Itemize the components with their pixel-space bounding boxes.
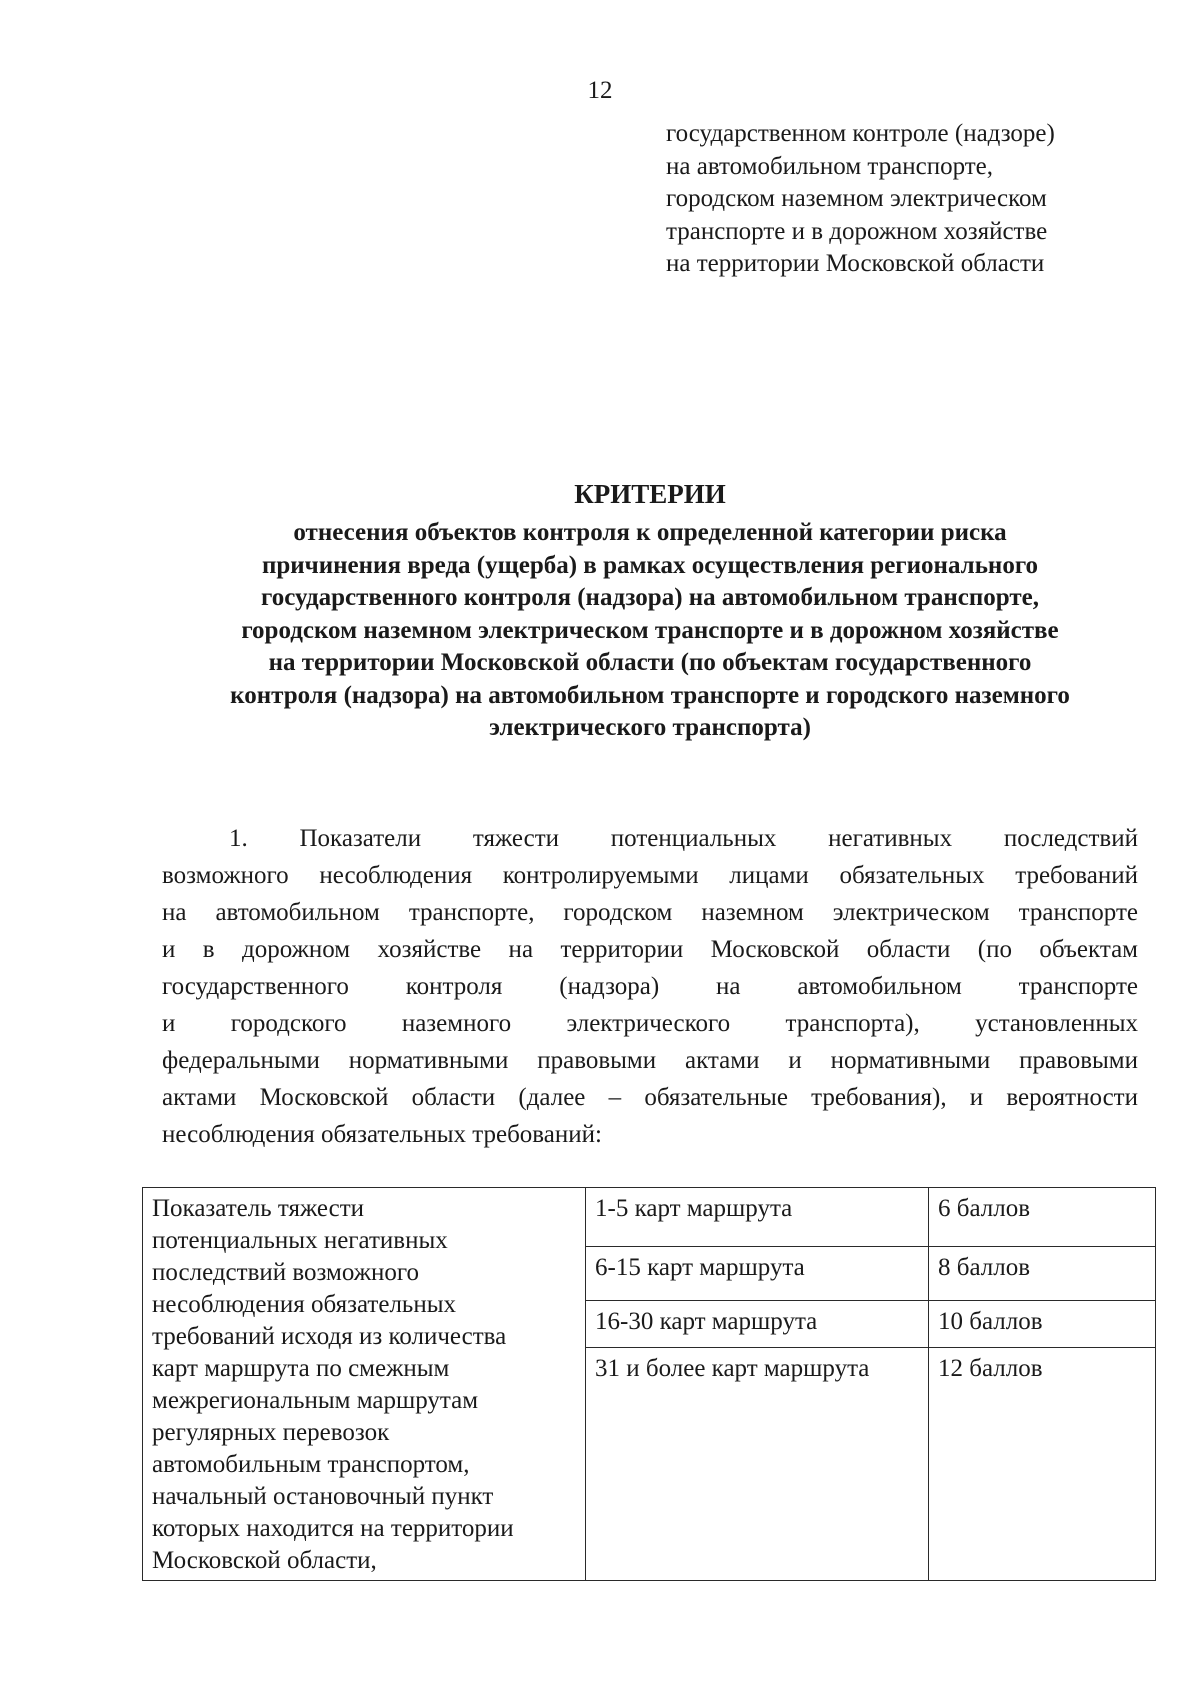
- score-cell: 6 баллов: [929, 1188, 1156, 1247]
- subtitle-line: причинения вреда (ущерба) в рамках осуществления регионального: [261, 551, 1039, 579]
- subtitle-line: городском наземном электрическом транспорте и в дорожном хозяйстве: [241, 616, 1059, 644]
- score-cell: 8 баллов: [929, 1247, 1156, 1301]
- indicator-line: потенциальных негативных: [152, 1227, 448, 1254]
- paragraph-line: на автомобильном транспорте, городском наземном электрическом транспорте: [162, 899, 1138, 926]
- route-card-range: 16-30 карт маршрута: [586, 1301, 929, 1348]
- paragraph-line: федеральными нормативными правовыми актами и нормативными правовыми: [162, 1047, 1138, 1074]
- indicator-line: регулярных перевозок: [152, 1419, 390, 1446]
- paragraph-line: 1. Показатели тяжести потенциальных негативных последствий: [229, 825, 1138, 852]
- indicator-line: автомобильным транспортом,: [152, 1451, 470, 1478]
- score-cell: 10 баллов: [929, 1301, 1156, 1348]
- header-note-line: городском наземном электрическом: [666, 185, 1047, 212]
- subtitle-line: контроля (надзора) на автомобильном транспорте и городского наземного: [230, 681, 1070, 709]
- subtitle-line: электрического транспорта): [489, 714, 811, 741]
- table-row: [143, 1188, 1156, 1247]
- header-note-line: на автомобильном транспорте,: [666, 152, 994, 180]
- document-subtitle: [130, 517, 1170, 745]
- criteria-table: [142, 1187, 1156, 1581]
- route-card-range: 31 и более карт маршрута: [586, 1348, 929, 1581]
- header-note-line: транспорте и в дорожном хозяйстве: [666, 217, 1048, 245]
- indicator-line: несоблюдения обязательных: [152, 1291, 456, 1318]
- indicator-line: Московской области,: [152, 1547, 377, 1574]
- route-card-range: 1-5 карт маршрута: [586, 1188, 929, 1247]
- body-paragraph: [162, 820, 1138, 1153]
- paragraph-line: государственного контроля (надзора) на автомобильном транспорте: [162, 973, 1138, 1000]
- indicator-line: требований исходя из количества: [152, 1323, 507, 1350]
- indicator-line: последствий возможного: [152, 1259, 420, 1286]
- paragraph-line: актами Московской области (далее – обязательные требования), и вероятности: [162, 1084, 1138, 1111]
- paragraph-line: несоблюдения обязательных требований:: [162, 1121, 602, 1148]
- score-cell: 12 баллов: [929, 1348, 1156, 1581]
- header-note-line: государственном контроле (надзоре): [666, 120, 1055, 147]
- header-note: [666, 118, 1186, 281]
- subtitle-line: отнесения объектов контроля к определенной категории риска: [293, 519, 1007, 546]
- route-card-range: 6-15 карт маршрута: [586, 1247, 929, 1301]
- indicator-line: Показатель тяжести: [152, 1195, 365, 1222]
- indicator-line: межрегиональным маршрутам: [152, 1387, 479, 1414]
- subtitle-line: государственного контроля (надзора) на автомобильном транспорте,: [261, 584, 1039, 611]
- document-title: КРИТЕРИИ: [574, 479, 726, 509]
- indicator-line: карт маршрута по смежным: [152, 1355, 450, 1382]
- indicator-line: которых находится на территории: [152, 1515, 514, 1542]
- subtitle-line: на территории Московской области (по объектам государственного: [268, 649, 1032, 676]
- page-number: 12: [587, 77, 613, 104]
- paragraph-line: и в дорожном хозяйстве на территории Московской области (по объектам: [162, 936, 1138, 963]
- paragraph-line: возможного несоблюдения контролируемыми лицами обязательных требований: [162, 862, 1138, 889]
- header-note-line: на территории Московской области: [666, 250, 1045, 277]
- indicator-cell: [143, 1188, 586, 1581]
- paragraph-line: и городского наземного электрического транспорта), установленных: [162, 1010, 1138, 1037]
- indicator-line: начальный остановочный пункт: [152, 1483, 494, 1510]
